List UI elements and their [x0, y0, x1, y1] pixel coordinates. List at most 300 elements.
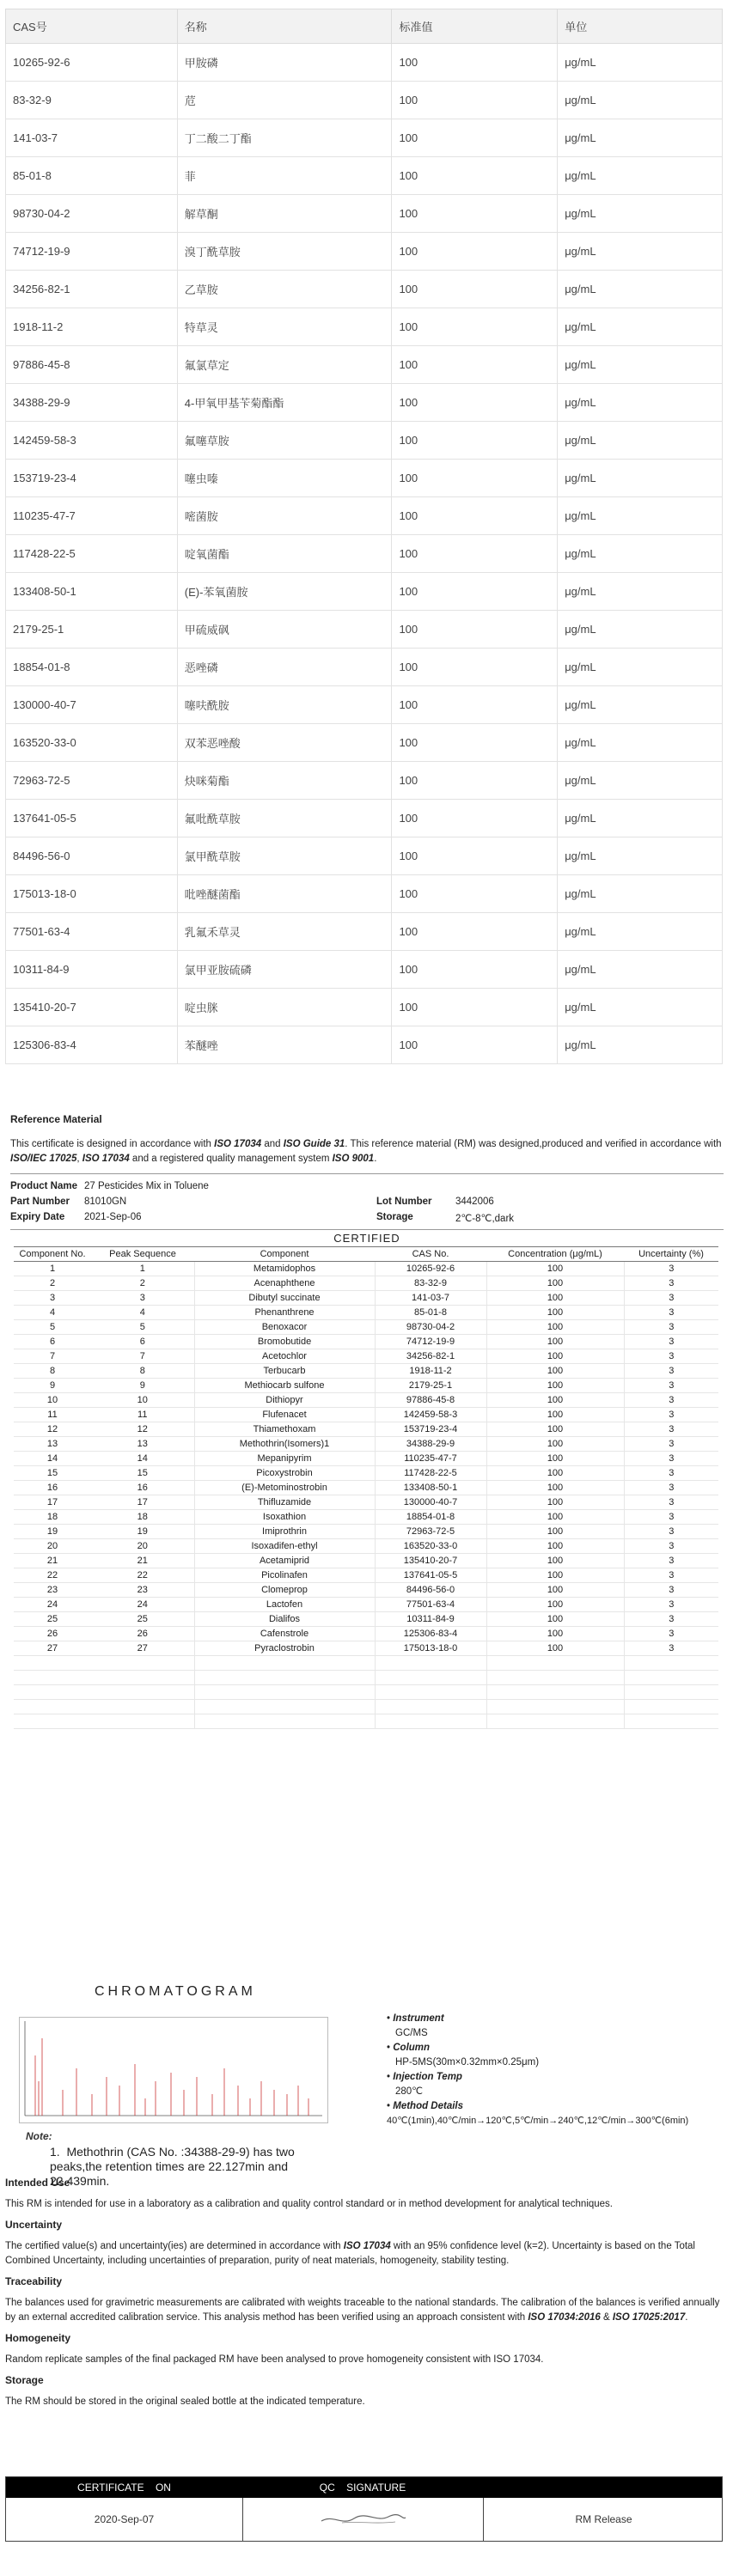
concentration-cell: 100	[486, 1335, 624, 1349]
lot-number-label: Lot Number	[376, 1197, 432, 1207]
uncertainty-cell: 3	[624, 1598, 718, 1612]
concentration-cell: 100	[486, 1481, 624, 1495]
concentration-cell: 100	[486, 1408, 624, 1422]
certified-row	[14, 1306, 718, 1320]
table-row	[6, 762, 723, 800]
table-row	[6, 82, 723, 119]
cas-cell: 125306-83-4	[6, 1026, 178, 1064]
unit-cell: μg/mL	[558, 611, 723, 649]
unit-cell: μg/mL	[558, 497, 723, 535]
homogeneity-text: Random replicate samples of the final packaged RM have been analysed to prove homogeneity consistent with ISO 17034.	[5, 2354, 544, 2365]
table-row	[6, 573, 723, 611]
certified-empty-row	[14, 1700, 718, 1714]
unit-cell: μg/mL	[558, 837, 723, 875]
cas-cell: 18854-01-8	[6, 649, 178, 686]
signature-icon	[316, 2509, 411, 2530]
concentration-cell: 100	[486, 1320, 624, 1335]
component-cell: Isoxathion	[194, 1510, 375, 1525]
certified-row	[14, 1320, 718, 1335]
value-cell: 100	[392, 800, 558, 837]
certified-row	[14, 1408, 718, 1422]
storage-text: The RM should be stored in the original sealed bottle at the indicated temperature.	[5, 2396, 365, 2407]
uncertainty-cell: 3	[624, 1306, 718, 1320]
cas-cell: 10311-84-9	[6, 951, 178, 989]
name-cell: 啶氧菌酯	[177, 535, 392, 573]
concentration-cell: 100	[486, 1349, 624, 1364]
name-cell: 丁二酸二丁酯	[177, 119, 392, 157]
value-cell: 100	[392, 119, 558, 157]
concentration-cell: 100	[486, 1466, 624, 1481]
component-cell: Phenanthrene	[194, 1306, 375, 1320]
certified-caption: CERTIFIED	[10, 1229, 724, 1246]
uncertainty-cell: 3	[624, 1481, 718, 1495]
value-cell: 100	[392, 837, 558, 875]
instrument-value: GC/MS	[395, 2028, 428, 2038]
divider	[10, 1173, 724, 1174]
component-no-cell: 2	[14, 1276, 91, 1291]
unit-cell: μg/mL	[558, 157, 723, 195]
unit-cell: μg/mL	[558, 989, 723, 1026]
cas-no-cell: 142459-58-3	[375, 1408, 486, 1422]
certified-row	[14, 1452, 718, 1466]
name-cell: 啶虫脒	[177, 989, 392, 1026]
peak-sequence-cell: 3	[91, 1291, 194, 1306]
chromatogram-plot	[20, 2018, 327, 2122]
value-cell: 100	[392, 951, 558, 989]
cas-cell: 77501-63-4	[6, 913, 178, 951]
uncertainty-cell: 3	[624, 1422, 718, 1437]
cas-no-cell: 72963-72-5	[375, 1525, 486, 1539]
cas-no-cell: 110235-47-7	[375, 1452, 486, 1466]
certified-row	[14, 1422, 718, 1437]
peak-sequence-cell: 9	[91, 1379, 194, 1393]
qc-signature-image	[242, 2498, 483, 2541]
name-cell: 氯甲酰草胺	[177, 837, 392, 875]
name-cell: 解草酮	[177, 195, 392, 233]
table-row	[6, 535, 723, 573]
concentration-cell: 100	[486, 1612, 624, 1627]
certified-row	[14, 1276, 718, 1291]
name-cell: 氯甲亚胺硫磷	[177, 951, 392, 989]
component-no-cell: 24	[14, 1598, 91, 1612]
uncertainty-cell: 3	[624, 1539, 718, 1554]
value-cell: 100	[392, 611, 558, 649]
cas-cell: 1918-11-2	[6, 308, 178, 346]
certified-row	[14, 1481, 718, 1495]
peak-sequence-cell: 8	[91, 1364, 194, 1379]
name-cell: 噻呋酰胺	[177, 686, 392, 724]
uncertainty-cell: 3	[624, 1364, 718, 1379]
unit-cell: μg/mL	[558, 800, 723, 837]
component-no-cell: 22	[14, 1568, 91, 1583]
unit-cell: μg/mL	[558, 460, 723, 497]
component-cell: Acenaphthene	[194, 1276, 375, 1291]
signature-footer	[5, 2476, 723, 2542]
component-cell: Dialifos	[194, 1612, 375, 1627]
value-cell: 100	[392, 308, 558, 346]
component-cell: Benoxacor	[194, 1320, 375, 1335]
value-cell: 100	[392, 157, 558, 195]
certified-row	[14, 1598, 718, 1612]
certified-row	[14, 1335, 718, 1349]
cas-no-cell: 34388-29-9	[375, 1437, 486, 1452]
uncertainty-cell: 3	[624, 1437, 718, 1452]
uncertainty-cell: 3	[624, 1291, 718, 1306]
component-cell: Dithiopyr	[194, 1393, 375, 1408]
cas-cell: 83-32-9	[6, 82, 178, 119]
storage-value: 2℃-8℃,dark	[455, 1214, 515, 1224]
component-no-cell: 19	[14, 1525, 91, 1539]
peak-sequence-cell: 20	[91, 1539, 194, 1554]
cas-no-cell: 133408-50-1	[375, 1481, 486, 1495]
cas-cell: 98730-04-2	[6, 195, 178, 233]
component-cell: Clomeprop	[194, 1583, 375, 1598]
cas-no-cell: 141-03-7	[375, 1291, 486, 1306]
certified-row	[14, 1627, 718, 1641]
name-cell: 甲胺磷	[177, 44, 392, 82]
value-cell: 100	[392, 686, 558, 724]
component-no-cell: 18	[14, 1510, 91, 1525]
concentration-cell: 100	[486, 1262, 624, 1276]
homogeneity-title: Homogeneity	[5, 2332, 71, 2344]
unit-cell: μg/mL	[558, 762, 723, 800]
component-no-cell: 15	[14, 1466, 91, 1481]
unit-cell: μg/mL	[558, 195, 723, 233]
unit-cell: μg/mL	[558, 44, 723, 82]
footer-header	[6, 2477, 722, 2498]
unit-cell: μg/mL	[558, 724, 723, 762]
peak-sequence-cell: 15	[91, 1466, 194, 1481]
value-cell: 100	[392, 271, 558, 308]
peak-sequence-cell: 11	[91, 1408, 194, 1422]
uncertainty-cell: 3	[624, 1262, 718, 1276]
concentration-cell: 100	[486, 1641, 624, 1656]
cas-no-cell: 135410-20-7	[375, 1554, 486, 1568]
certificate-date: 2020-Sep-07	[94, 2513, 155, 2525]
cas-no-cell: 18854-01-8	[375, 1510, 486, 1525]
unit-cell: μg/mL	[558, 913, 723, 951]
unit-cell: μg/mL	[558, 82, 723, 119]
cas-no-cell: 98730-04-2	[375, 1320, 486, 1335]
cas-cell: 10265-92-6	[6, 44, 178, 82]
header-unit: 单位	[558, 9, 723, 44]
concentration-cell: 100	[486, 1495, 624, 1510]
uncertainty-cell: 3	[624, 1466, 718, 1481]
certificate-body	[10, 1113, 724, 1729]
unit-cell: μg/mL	[558, 686, 723, 724]
name-cell: 氟噻草胺	[177, 422, 392, 460]
certified-row	[14, 1510, 718, 1525]
certified-row	[14, 1495, 718, 1510]
table-row	[6, 800, 723, 837]
table-row	[6, 422, 723, 460]
part-number-label: Part Number	[10, 1197, 70, 1207]
header-uncertainty: Uncertainty (%)	[624, 1247, 718, 1262]
concentration-cell: 100	[486, 1422, 624, 1437]
peak-sequence-cell: 16	[91, 1481, 194, 1495]
cas-cell: 74712-19-9	[6, 233, 178, 271]
peak-sequence-cell: 21	[91, 1554, 194, 1568]
concentration-cell: 100	[486, 1452, 624, 1466]
uncertainty-cell: 3	[624, 1568, 718, 1583]
table-row	[6, 875, 723, 913]
certified-row	[14, 1612, 718, 1627]
lower-sections	[5, 2177, 727, 2416]
component-no-cell: 8	[14, 1364, 91, 1379]
unit-cell: μg/mL	[558, 271, 723, 308]
peak-sequence-cell: 22	[91, 1568, 194, 1583]
component-cell: Mepanipyrim	[194, 1452, 375, 1466]
unit-cell: μg/mL	[558, 573, 723, 611]
cas-cell: 72963-72-5	[6, 762, 178, 800]
uncertainty-cell: 3	[624, 1641, 718, 1656]
component-no-cell: 14	[14, 1452, 91, 1466]
component-no-cell: 12	[14, 1422, 91, 1437]
value-cell: 100	[392, 422, 558, 460]
uncertainty-cell: 3	[624, 1393, 718, 1408]
product-name-value: 27 Pesticides Mix in Toluene	[84, 1181, 209, 1191]
certified-row	[14, 1568, 718, 1583]
name-cell: 4-甲氧甲基苄菊酯酯	[177, 384, 392, 422]
table-row	[6, 951, 723, 989]
lot-number-value: 3442006	[455, 1197, 494, 1207]
uncertainty-cell: 3	[624, 1525, 718, 1539]
product-name-label: Product Name	[10, 1181, 77, 1191]
header-peak-sequence: Peak Sequence	[91, 1247, 194, 1262]
table-row	[6, 119, 723, 157]
table-row	[6, 686, 723, 724]
value-cell: 100	[392, 762, 558, 800]
name-cell: 双苯恶唑酸	[177, 724, 392, 762]
unit-cell: μg/mL	[558, 951, 723, 989]
peak-sequence-cell: 25	[91, 1612, 194, 1627]
peak-sequence-cell: 19	[91, 1525, 194, 1539]
table-row	[6, 346, 723, 384]
peak-sequence-cell: 23	[91, 1583, 194, 1598]
footer-body	[6, 2498, 722, 2541]
method-details: • Instrument GC/MS • Column HP-5MS(30m×0.32mm×0.25μm) • Injection Temp 280℃ • Method Details 40℃(1min),40℃/min→120℃,5℃/min→240℃,12℃/min→300℃(6min)	[387, 2012, 730, 2128]
name-cell: 恶唑磷	[177, 649, 392, 686]
component-cell: Methiocarb sulfone	[194, 1379, 375, 1393]
table-row	[6, 913, 723, 951]
component-cell: Isoxadifen-ethyl	[194, 1539, 375, 1554]
cas-cell: 133408-50-1	[6, 573, 178, 611]
component-no-cell: 27	[14, 1641, 91, 1656]
cas-no-cell: 125306-83-4	[375, 1627, 486, 1641]
certified-row	[14, 1554, 718, 1568]
concentration-cell: 100	[486, 1364, 624, 1379]
peak-sequence-cell: 6	[91, 1335, 194, 1349]
component-cell: Metamidophos	[194, 1262, 375, 1276]
name-cell: 氟吡酰草胺	[177, 800, 392, 837]
uncertainty-cell: 3	[624, 1320, 718, 1335]
reference-material-title: Reference Material	[10, 1113, 102, 1125]
value-cell: 100	[392, 82, 558, 119]
component-cell: Terbucarb	[194, 1364, 375, 1379]
instrument-label: Instrument	[393, 2013, 444, 2024]
cas-cell: 142459-58-3	[6, 422, 178, 460]
peak-sequence-cell: 1	[91, 1262, 194, 1276]
uncertainty-cell: 3	[624, 1495, 718, 1510]
component-cell: Methothrin(Isomers)1	[194, 1437, 375, 1452]
peak-sequence-cell: 7	[91, 1349, 194, 1364]
uncertainty-cell: 3	[624, 1452, 718, 1466]
intended-use-title: Intended Use	[5, 2177, 70, 2189]
cas-no-cell: 153719-23-4	[375, 1422, 486, 1437]
name-cell: 炔咪菊酯	[177, 762, 392, 800]
value-cell: 100	[392, 346, 558, 384]
cas-cell: 84496-56-0	[6, 837, 178, 875]
unit-cell: μg/mL	[558, 308, 723, 346]
table-row	[6, 44, 723, 82]
certified-row	[14, 1466, 718, 1481]
component-no-cell: 5	[14, 1320, 91, 1335]
component-cell: Acetamiprid	[194, 1554, 375, 1568]
storage-title: Storage	[5, 2374, 44, 2386]
component-cell: Acetochlor	[194, 1349, 375, 1364]
concentration-cell: 100	[486, 1554, 624, 1568]
concentration-cell: 100	[486, 1539, 624, 1554]
table-row	[6, 989, 723, 1026]
cas-no-cell: 10311-84-9	[375, 1612, 486, 1627]
cas-no-cell: 163520-33-0	[375, 1539, 486, 1554]
unit-cell: μg/mL	[558, 1026, 723, 1064]
name-cell: 溴丁酰草胺	[177, 233, 392, 271]
component-no-cell: 23	[14, 1583, 91, 1598]
peak-sequence-cell: 12	[91, 1422, 194, 1437]
value-cell: 100	[392, 649, 558, 686]
name-cell: 吡唑醚菌酯	[177, 875, 392, 913]
concentration-cell: 100	[486, 1568, 624, 1583]
value-cell: 100	[392, 460, 558, 497]
note-text: 1. Methothrin (CAS No. :34388-29-9) has two peaks,the retention times are 22.127min and 22.439min.	[50, 2145, 295, 2188]
header-name: 名称	[177, 9, 392, 44]
concentration-cell: 100	[486, 1510, 624, 1525]
concentration-cell: 100	[486, 1525, 624, 1539]
component-cell: Bromobutide	[194, 1335, 375, 1349]
table-row	[6, 724, 723, 762]
certified-empty-row	[14, 1656, 718, 1671]
cas-no-cell: 137641-05-5	[375, 1568, 486, 1583]
table-row	[6, 649, 723, 686]
cas-cell: 175013-18-0	[6, 875, 178, 913]
name-cell: 乳氟禾草灵	[177, 913, 392, 951]
certified-body	[14, 1262, 718, 1729]
chromatogram-title: CHROMATOGRAM	[95, 1984, 256, 1999]
component-no-cell: 21	[14, 1554, 91, 1568]
table-row	[6, 308, 723, 346]
concentration-cell: 100	[486, 1306, 624, 1320]
expiry-date-value: 2021-Sep-06	[84, 1212, 142, 1222]
cas-cell: 117428-22-5	[6, 535, 178, 573]
value-cell: 100	[392, 233, 558, 271]
uncertainty-cell: 3	[624, 1583, 718, 1598]
uncertainty-cell: 3	[624, 1408, 718, 1422]
cas-no-cell: 97886-45-8	[375, 1393, 486, 1408]
component-no-cell: 10	[14, 1393, 91, 1408]
component-cell: Thifluzamide	[194, 1495, 375, 1510]
concentration-cell: 100	[486, 1379, 624, 1393]
name-cell: (E)-苯氧菌胺	[177, 573, 392, 611]
certified-row	[14, 1539, 718, 1554]
injection-label: Injection Temp	[393, 2072, 462, 2082]
concentration-cell: 100	[486, 1437, 624, 1452]
peak-sequence-cell: 2	[91, 1276, 194, 1291]
certified-table	[14, 1246, 718, 1729]
part-number-value: 81010GN	[84, 1197, 127, 1207]
cas-cell: 85-01-8	[6, 157, 178, 195]
traceability-title: Traceability	[5, 2275, 63, 2287]
component-no-cell: 6	[14, 1335, 91, 1349]
traceability-text: The balances used for gravimetric measurements are calibrated with weights traceable to the national standards. The calibration of the balances is verified annually by an external accredited calibration service. This analysis method has been verified using an approach consistent with ISO 17034:2016 & ISO 17025:2017.	[5, 2298, 720, 2323]
rm-release: RM Release	[483, 2498, 724, 2541]
cas-cell: 141-03-7	[6, 119, 178, 157]
uncertainty-cell: 3	[624, 1349, 718, 1364]
component-cell: (E)-Metominostrobin	[194, 1481, 375, 1495]
cas-cell: 34388-29-9	[6, 384, 178, 422]
certified-empty-row	[14, 1685, 718, 1700]
component-no-cell: 7	[14, 1349, 91, 1364]
concentration-cell: 100	[486, 1627, 624, 1641]
header-component-no: Component No.	[14, 1247, 91, 1262]
expiry-date-label: Expiry Date	[10, 1212, 65, 1222]
value-cell: 100	[392, 875, 558, 913]
unit-cell: μg/mL	[558, 119, 723, 157]
storage-label: Storage	[376, 1212, 413, 1222]
certified-row	[14, 1583, 718, 1598]
name-cell: 甲硫威砜	[177, 611, 392, 649]
certified-row	[14, 1641, 718, 1656]
standard-value-table	[5, 9, 723, 1064]
certified-row	[14, 1379, 718, 1393]
value-cell: 100	[392, 573, 558, 611]
cas-no-cell: 77501-63-4	[375, 1598, 486, 1612]
name-cell: 菲	[177, 157, 392, 195]
peak-sequence-cell: 5	[91, 1320, 194, 1335]
table-row	[6, 611, 723, 649]
value-cell: 100	[392, 989, 558, 1026]
component-no-cell: 4	[14, 1306, 91, 1320]
chromatogram-image	[19, 2017, 328, 2123]
cas-no-cell: 34256-82-1	[375, 1349, 486, 1364]
table-row	[6, 233, 723, 271]
certified-row	[14, 1393, 718, 1408]
uncertainty-text: The certified value(s) and uncertainty(ies) are determined in accordance with ISO 17034 with an 95% confidence level (k=2). Uncertainty is based on the Total Combined Uncertainty, including uncertainties of preparation, purity of neat materials, homogeneity, stability testing.	[5, 2241, 695, 2266]
uncertainty-cell: 3	[624, 1612, 718, 1627]
component-cell: Flufenacet	[194, 1408, 375, 1422]
table-row	[6, 1026, 723, 1064]
table-header-row	[6, 9, 723, 44]
peak-sequence-cell: 14	[91, 1452, 194, 1466]
cas-cell: 110235-47-7	[6, 497, 178, 535]
injection-value: 280℃	[395, 2086, 424, 2097]
value-cell: 100	[392, 497, 558, 535]
uncertainty-cell: 3	[624, 1276, 718, 1291]
certified-row	[14, 1262, 718, 1276]
cas-no-cell: 83-32-9	[375, 1276, 486, 1291]
value-cell: 100	[392, 724, 558, 762]
value-cell: 100	[392, 1026, 558, 1064]
cas-cell: 97886-45-8	[6, 346, 178, 384]
certified-row	[14, 1437, 718, 1452]
method-label: Method Details	[393, 2101, 464, 2111]
component-no-cell: 3	[14, 1291, 91, 1306]
value-cell: 100	[392, 195, 558, 233]
component-cell: Picoxystrobin	[194, 1466, 375, 1481]
header-concentration: Concentration (μg/mL)	[486, 1247, 624, 1262]
cas-cell: 2179-25-1	[6, 611, 178, 649]
cas-no-cell: 10265-92-6	[375, 1262, 486, 1276]
